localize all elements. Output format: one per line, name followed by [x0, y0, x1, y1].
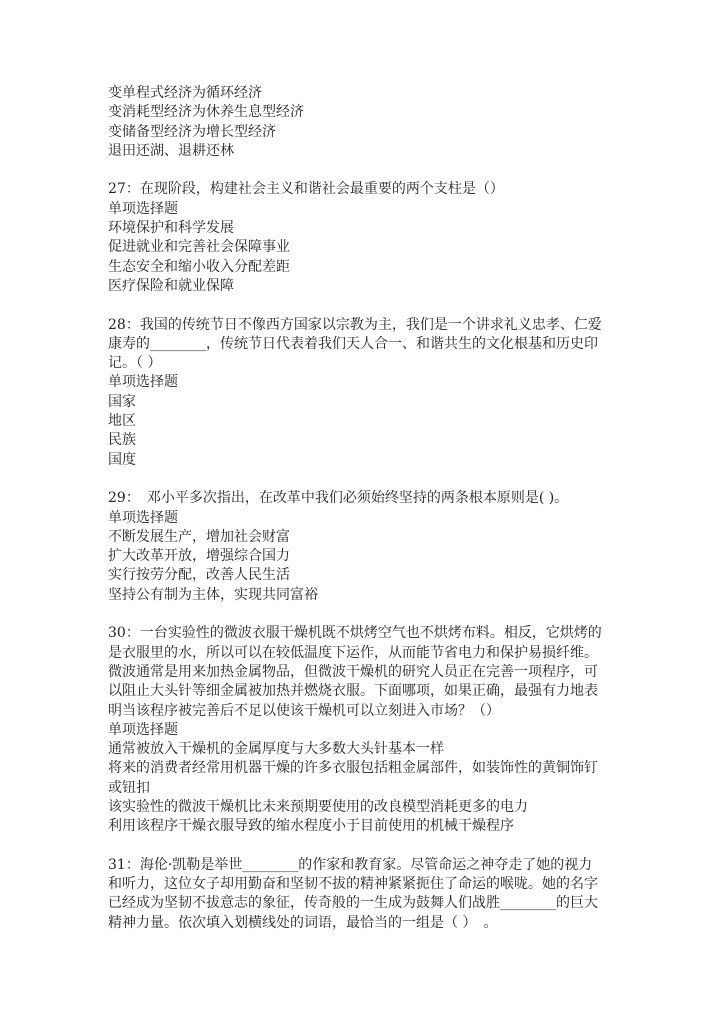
- option-line: 退田还湖、退耕还林: [108, 142, 234, 159]
- option-line: 利用该程序干燥衣服导致的缩水程度小于目前使用的机械干燥程序: [108, 818, 514, 835]
- question-text: 30：一台实验性的微波衣服干燥机既不烘烤空气也不烘烤布料。相反，它烘烤的: [108, 625, 602, 642]
- question-31: [108, 856, 628, 933]
- question-text: 康寿的________，传统节日代表着我们天人合一、和谐共生的文化根基和历史印: [108, 335, 598, 352]
- option-line: 扩大改革开放，增强综合国力: [108, 548, 290, 565]
- document-page: [108, 84, 628, 933]
- question-text: 是衣服里的水，所以可以在较低温度下运作，从而能节省电力和保护易损纤维。: [108, 644, 598, 661]
- question-text: 27：在现阶段，构建社会主义和谐社会最重要的两个支柱是（）: [108, 181, 504, 198]
- option-line: 环境保护和科学发展: [108, 220, 234, 237]
- lead-options: [108, 84, 628, 161]
- question-text: 记。（ ）: [108, 355, 162, 372]
- option-line: 促进就业和完善社会保障事业: [108, 239, 290, 256]
- option-line: 变单程式经济为循环经济: [108, 85, 262, 101]
- question-text: 31：海伦·凯勒是举世________的作家和教育家。尽管命运之神夺走了她的视力: [108, 856, 593, 873]
- option-line: 实行按劳分配，改善人民生活: [108, 567, 290, 584]
- question-text: 28：我国的传统节日不像西方国家以宗教为主，我们是一个讲求礼义忠孝、仁爱: [108, 316, 602, 333]
- question-text: 以阻止大头针等细金属被加热并燃烧衣服。下面哪项，如果正确，最强有力地表: [108, 683, 598, 700]
- question-30: [108, 624, 628, 836]
- option-line: 医疗保险和就业保障: [108, 277, 234, 294]
- question-text: 29： 邓小平多次指出，在改革中我们必须始终坚持的两条根本原则是( )。: [108, 490, 569, 507]
- question-text: 微波通常是用来加热金属物品，但微波干燥机的研究人员正在完善一项程序，可: [108, 663, 598, 680]
- question-28: [108, 316, 628, 470]
- option-line: 生态安全和缩小收入分配差距: [108, 258, 290, 275]
- question-29: [108, 489, 628, 605]
- option-line: 国家: [108, 393, 136, 410]
- option-line: 该实验性的微波干燥机比未来预期要使用的改良模型消耗更多的电力: [108, 798, 528, 815]
- option-line: 变储备型经济为增长型经济: [108, 123, 276, 140]
- question-text: 明当该程序被完善后不足以使该干燥机可以立刻进入市场？（）: [108, 702, 500, 719]
- question-type: 单项选择题: [108, 374, 178, 391]
- option-line: 或钮扣: [108, 779, 150, 796]
- question-text: 精神力量。依次填入划横线处的词语，最恰当的一组是（ ） 。: [108, 914, 498, 931]
- question-text: 和听力，这位女子却用勤奋和坚韧不拔的精神紧紧扼住了命运的喉咙。她的名字: [108, 876, 598, 893]
- question-type: 单项选择题: [108, 721, 178, 738]
- question-type: 单项选择题: [108, 200, 178, 217]
- option-line: 不断发展生产，增加社会财富: [108, 528, 290, 545]
- option-line: 变消耗型经济为休养生息型经济: [108, 104, 304, 121]
- option-line: 将来的消费者经常用机器干燥的许多衣服包括粗金属部件，如装饰性的黄铜饰钉: [108, 760, 598, 777]
- option-line: 地区: [108, 413, 136, 430]
- option-line: 国度: [108, 451, 136, 468]
- option-line: 通常被放入干燥机的金属厚度与大多数大头针基本一样: [108, 741, 444, 758]
- option-line: 民族: [108, 432, 136, 449]
- question-27: [108, 180, 628, 296]
- question-type: 单项选择题: [108, 509, 178, 526]
- option-line: 坚持公有制为主体，实现共同富裕: [108, 586, 318, 603]
- question-text: 已经成为坚韧不拔意志的象征，传奇般的一生成为鼓舞人们战胜________的巨大: [108, 895, 598, 912]
